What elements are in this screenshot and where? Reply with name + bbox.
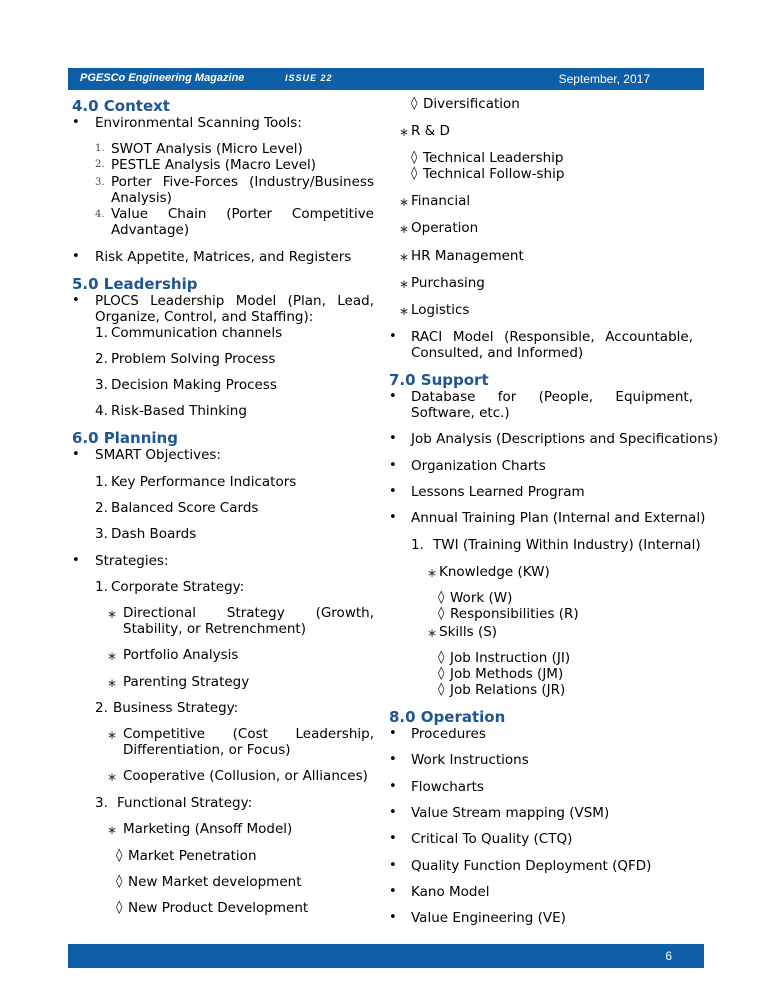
list-item: Porter Five-Forces (Industry/Business Analysis) bbox=[111, 174, 374, 206]
list-item: Communication channels bbox=[111, 325, 283, 341]
bullet-icon: • bbox=[72, 447, 80, 462]
list-item: Lessons Learned Program bbox=[411, 484, 585, 500]
list-item: Purchasing bbox=[411, 275, 485, 291]
list-item: Procedures bbox=[411, 726, 486, 742]
asterisk-icon: ∗ bbox=[107, 770, 118, 784]
list-item: Job Analysis (Descriptions and Specifications) bbox=[411, 431, 719, 447]
header-bar bbox=[68, 68, 704, 90]
list-item: Market Penetration bbox=[128, 848, 257, 864]
list-item: Operation bbox=[411, 220, 479, 236]
list-number: 1. bbox=[95, 143, 105, 154]
bullet-icon: • bbox=[72, 249, 80, 264]
list-item: Risk Appetite, Matrices, and Registers bbox=[95, 249, 352, 265]
bullet-icon: • bbox=[389, 389, 397, 404]
list-number: 1. bbox=[95, 474, 108, 490]
bullet-icon: • bbox=[72, 115, 80, 130]
asterisk-icon: ∗ bbox=[399, 304, 410, 318]
list-number: 2. bbox=[95, 500, 108, 516]
list-item: Problem Solving Process bbox=[111, 351, 276, 367]
asterisk-icon: ∗ bbox=[399, 250, 410, 264]
list-item: Database for (People, Equipment, Software, etc.) bbox=[411, 389, 693, 421]
asterisk-icon: ∗ bbox=[399, 222, 410, 236]
list-item: Quality Function Deployment (QFD) bbox=[411, 858, 652, 874]
bullet-icon: • bbox=[389, 458, 397, 473]
heading-planning: 6.0 Planning bbox=[72, 429, 178, 447]
bullet-icon: • bbox=[389, 884, 397, 899]
list-item: Risk-Based Thinking bbox=[111, 403, 247, 419]
list-item: Parenting Strategy bbox=[123, 674, 250, 690]
list-item: RACI Model (Responsible, Accountable, Consulted, and Informed) bbox=[411, 329, 693, 361]
diamond-icon: ◊ bbox=[411, 150, 418, 165]
list-item: Corporate Strategy: bbox=[111, 579, 245, 595]
list-item: SWOT Analysis (Micro Level) bbox=[111, 141, 303, 157]
list-item: Job Instruction (JI) bbox=[450, 650, 571, 666]
bullet-icon: • bbox=[389, 726, 397, 741]
list-item: Responsibilities (R) bbox=[450, 606, 579, 622]
list-item: Business Strategy: bbox=[113, 700, 239, 716]
list-item: Decision Making Process bbox=[111, 377, 277, 393]
list-item: Environmental Scanning Tools: bbox=[95, 115, 302, 131]
list-number: 3. bbox=[95, 377, 108, 393]
heading-operation: 8.0 Operation bbox=[389, 708, 506, 726]
issue-date: September, 2017 bbox=[558, 72, 650, 86]
list-number: 1. bbox=[411, 537, 424, 553]
list-number: 2. bbox=[95, 700, 108, 716]
bullet-icon: • bbox=[389, 805, 397, 820]
list-item: Key Performance Indicators bbox=[111, 474, 297, 490]
asterisk-icon: ∗ bbox=[107, 676, 118, 690]
bullet-icon: • bbox=[389, 831, 397, 846]
list-item: Strategies: bbox=[95, 553, 169, 569]
list-item: Portfolio Analysis bbox=[123, 647, 239, 663]
list-number: 4. bbox=[95, 209, 105, 220]
list-item: Directional Strategy (Growth, Stability, or Retrenchment) bbox=[123, 605, 374, 637]
diamond-icon: ◊ bbox=[116, 874, 123, 889]
asterisk-icon: ∗ bbox=[107, 607, 118, 621]
list-item: Balanced Score Cards bbox=[111, 500, 259, 516]
diamond-icon: ◊ bbox=[438, 650, 445, 665]
bullet-icon: • bbox=[389, 510, 397, 525]
list-item: Technical Leadership bbox=[423, 150, 564, 166]
diamond-icon: ◊ bbox=[438, 590, 445, 605]
list-item: Work Instructions bbox=[411, 752, 529, 768]
asterisk-icon: ∗ bbox=[107, 649, 118, 663]
list-item: Skills (S) bbox=[439, 624, 498, 640]
list-item: Flowcharts bbox=[411, 779, 484, 795]
asterisk-icon: ∗ bbox=[399, 125, 410, 139]
list-item: Job Relations (JR) bbox=[450, 682, 566, 698]
bullet-icon: • bbox=[389, 484, 397, 499]
list-item: Logistics bbox=[411, 302, 470, 318]
bullet-icon: • bbox=[389, 431, 397, 446]
list-item: R & D bbox=[411, 123, 450, 139]
list-item: SMART Objectives: bbox=[95, 447, 221, 463]
list-item: Financial bbox=[411, 193, 471, 209]
list-item: PESTLE Analysis (Macro Level) bbox=[111, 157, 317, 173]
list-number: 3. bbox=[95, 177, 105, 188]
diamond-icon: ◊ bbox=[438, 666, 445, 681]
asterisk-icon: ∗ bbox=[427, 626, 438, 640]
bullet-icon: • bbox=[389, 910, 397, 925]
list-item: Diversification bbox=[423, 96, 520, 112]
heading-context: 4.0 Context bbox=[72, 97, 170, 115]
bullet-icon: • bbox=[389, 858, 397, 873]
list-item: Functional Strategy: bbox=[117, 795, 253, 811]
heading-support: 7.0 Support bbox=[389, 371, 489, 389]
list-item: TWI (Training Within Industry) (Internal) bbox=[433, 537, 701, 553]
list-item: Organization Charts bbox=[411, 458, 546, 474]
list-item: Competitive (Cost Leadership, Differentiation, or Focus) bbox=[123, 726, 374, 758]
footer-bar bbox=[68, 944, 704, 968]
list-item: Kano Model bbox=[411, 884, 490, 900]
asterisk-icon: ∗ bbox=[399, 277, 410, 291]
diamond-icon: ◊ bbox=[411, 96, 418, 111]
list-number: 1. bbox=[95, 325, 108, 341]
diamond-icon: ◊ bbox=[411, 166, 418, 181]
list-number: 4. bbox=[95, 403, 108, 419]
list-item: New Product Development bbox=[128, 900, 309, 916]
asterisk-icon: ∗ bbox=[107, 728, 118, 742]
asterisk-icon: ∗ bbox=[399, 195, 410, 209]
list-item: Critical To Quality (CTQ) bbox=[411, 831, 573, 847]
list-number: 2. bbox=[95, 159, 105, 170]
list-item: Technical Follow-ship bbox=[423, 166, 565, 182]
list-item: Cooperative (Collusion, or Alliances) bbox=[123, 768, 368, 784]
diamond-icon: ◊ bbox=[438, 682, 445, 697]
list-number: 3. bbox=[95, 526, 108, 542]
bullet-icon: • bbox=[389, 329, 397, 344]
list-item: Value Chain (Porter Competitive Advantage) bbox=[111, 206, 374, 238]
list-item: Value Engineering (VE) bbox=[411, 910, 566, 926]
diamond-icon: ◊ bbox=[438, 606, 445, 621]
list-item: Value Stream mapping (VSM) bbox=[411, 805, 610, 821]
list-number: 1. bbox=[95, 579, 108, 595]
asterisk-icon: ∗ bbox=[107, 823, 118, 837]
bullet-icon: • bbox=[389, 779, 397, 794]
heading-leadership: 5.0 Leadership bbox=[72, 275, 198, 293]
page-number: 6 bbox=[665, 949, 672, 963]
list-number: 3. bbox=[95, 795, 108, 811]
bullet-icon: • bbox=[389, 752, 397, 767]
bullet-icon: • bbox=[72, 553, 80, 568]
list-item: Annual Training Plan (Internal and External) bbox=[411, 510, 706, 526]
list-item: Work (W) bbox=[450, 590, 513, 606]
list-item: New Market development bbox=[128, 874, 302, 890]
list-item: HR Management bbox=[411, 248, 524, 264]
list-number: 2. bbox=[95, 351, 108, 367]
bullet-icon: • bbox=[72, 293, 80, 308]
list-item: Marketing (Ansoff Model) bbox=[123, 821, 293, 837]
diamond-icon: ◊ bbox=[116, 848, 123, 863]
list-item: Dash Boards bbox=[111, 526, 197, 542]
magazine-title: PGESCo Engineering Magazine bbox=[80, 72, 245, 84]
diamond-icon: ◊ bbox=[116, 900, 123, 915]
list-item: PLOCS Leadership Model (Plan, Lead, Organize, Control, and Staffing): bbox=[95, 293, 374, 325]
issue-label: ISSUE 22 bbox=[285, 73, 333, 83]
list-item: Knowledge (KW) bbox=[439, 564, 550, 580]
asterisk-icon: ∗ bbox=[427, 566, 438, 580]
list-item: Job Methods (JM) bbox=[450, 666, 564, 682]
